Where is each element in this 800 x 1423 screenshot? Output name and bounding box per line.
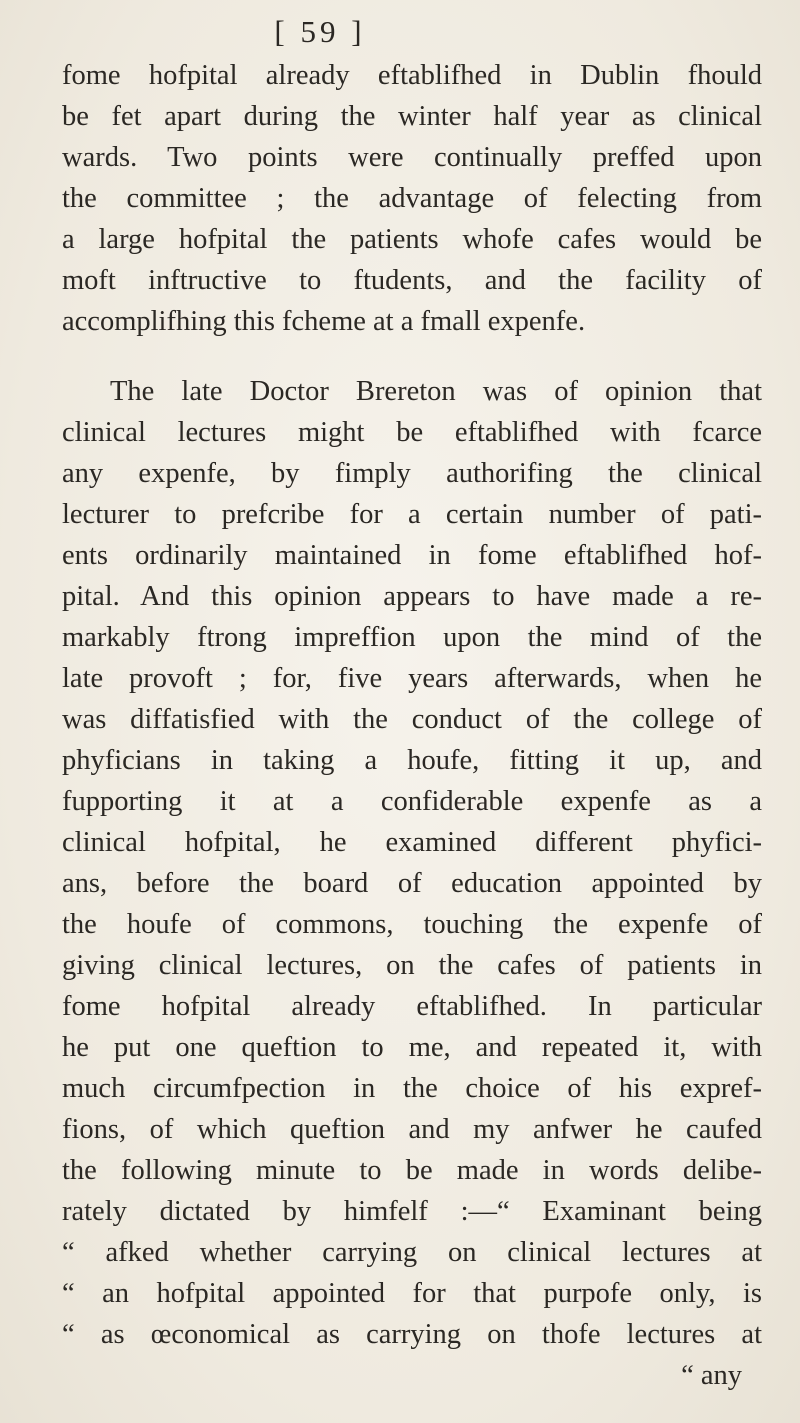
text-line: lecturer to prefcribe for a certain number of pati- bbox=[62, 499, 762, 530]
text-line: a large hofpital the patients whofe cafes would be bbox=[62, 224, 762, 255]
text-line: accomplifhing this fcheme at a fmall expenfe. bbox=[62, 306, 586, 337]
text-line: any expenfe, by fimply authorifing the clinical bbox=[62, 458, 762, 489]
text-line: much circumfpection in the choice of his expref- bbox=[62, 1073, 762, 1104]
text-line: ans, before the board of education appointed by bbox=[62, 868, 762, 899]
text-line: be fet apart during the winter half year as clinical bbox=[62, 101, 762, 132]
text-line: fupporting it at a confiderable expenfe as a bbox=[62, 786, 762, 817]
text-line: fome hofpital already eftablifhed in Dublin fhould bbox=[62, 60, 762, 91]
text-line: clinical hofpital, he examined different phyfici- bbox=[62, 827, 762, 858]
text-line: ents ordinarily maintained in fome eftablifhed hof- bbox=[62, 540, 762, 571]
page-number: [ 59 ] bbox=[274, 14, 366, 49]
text-line: the committee ; the advantage of felecting from bbox=[62, 183, 762, 214]
text-line: markably ftrong impreffion upon the mind of the bbox=[62, 622, 762, 653]
text-line: moft inftructive to ftudents, and the facility of bbox=[62, 265, 762, 296]
text-line: The late Doctor Brereton was of opinion that bbox=[110, 376, 762, 407]
text-line: he put one queftion to me, and repeated it, with bbox=[62, 1032, 762, 1063]
text-line: late provoft ; for, five years afterwards, when he bbox=[62, 663, 762, 694]
text-line: giving clinical lectures, on the cafes of patients in bbox=[62, 950, 762, 981]
text-line: fome hofpital already eftablifhed. In particular bbox=[62, 991, 762, 1022]
text-line: was diffatisfied with the conduct of the college of bbox=[62, 704, 762, 735]
text-line: pital. And this opinion appears to have made a re- bbox=[62, 581, 762, 612]
text-line: clinical lectures might be eftablifhed with fcarce bbox=[62, 417, 762, 448]
text-line: rately dictated by himfelf :—“ Examinant being bbox=[62, 1196, 762, 1227]
text-line: phyficians in taking a houfe, fitting it up, and bbox=[62, 745, 762, 776]
text-line: fions, of which queftion and my anfwer he caufed bbox=[62, 1114, 762, 1145]
text-line: “ an hofpital appointed for that purpofe only, is bbox=[62, 1278, 762, 1309]
text-line: “ as œconomical as carrying on thofe lectures at bbox=[62, 1319, 762, 1350]
text-line: wards. Two points were continually preffed upon bbox=[62, 142, 762, 173]
text-line: the following minute to be made in words delibe- bbox=[62, 1155, 762, 1186]
text-line: “ afked whether carrying on clinical lectures at bbox=[62, 1237, 762, 1268]
catchword: “ any bbox=[681, 1360, 742, 1391]
text-line: the houfe of commons, touching the expenfe of bbox=[62, 909, 762, 940]
